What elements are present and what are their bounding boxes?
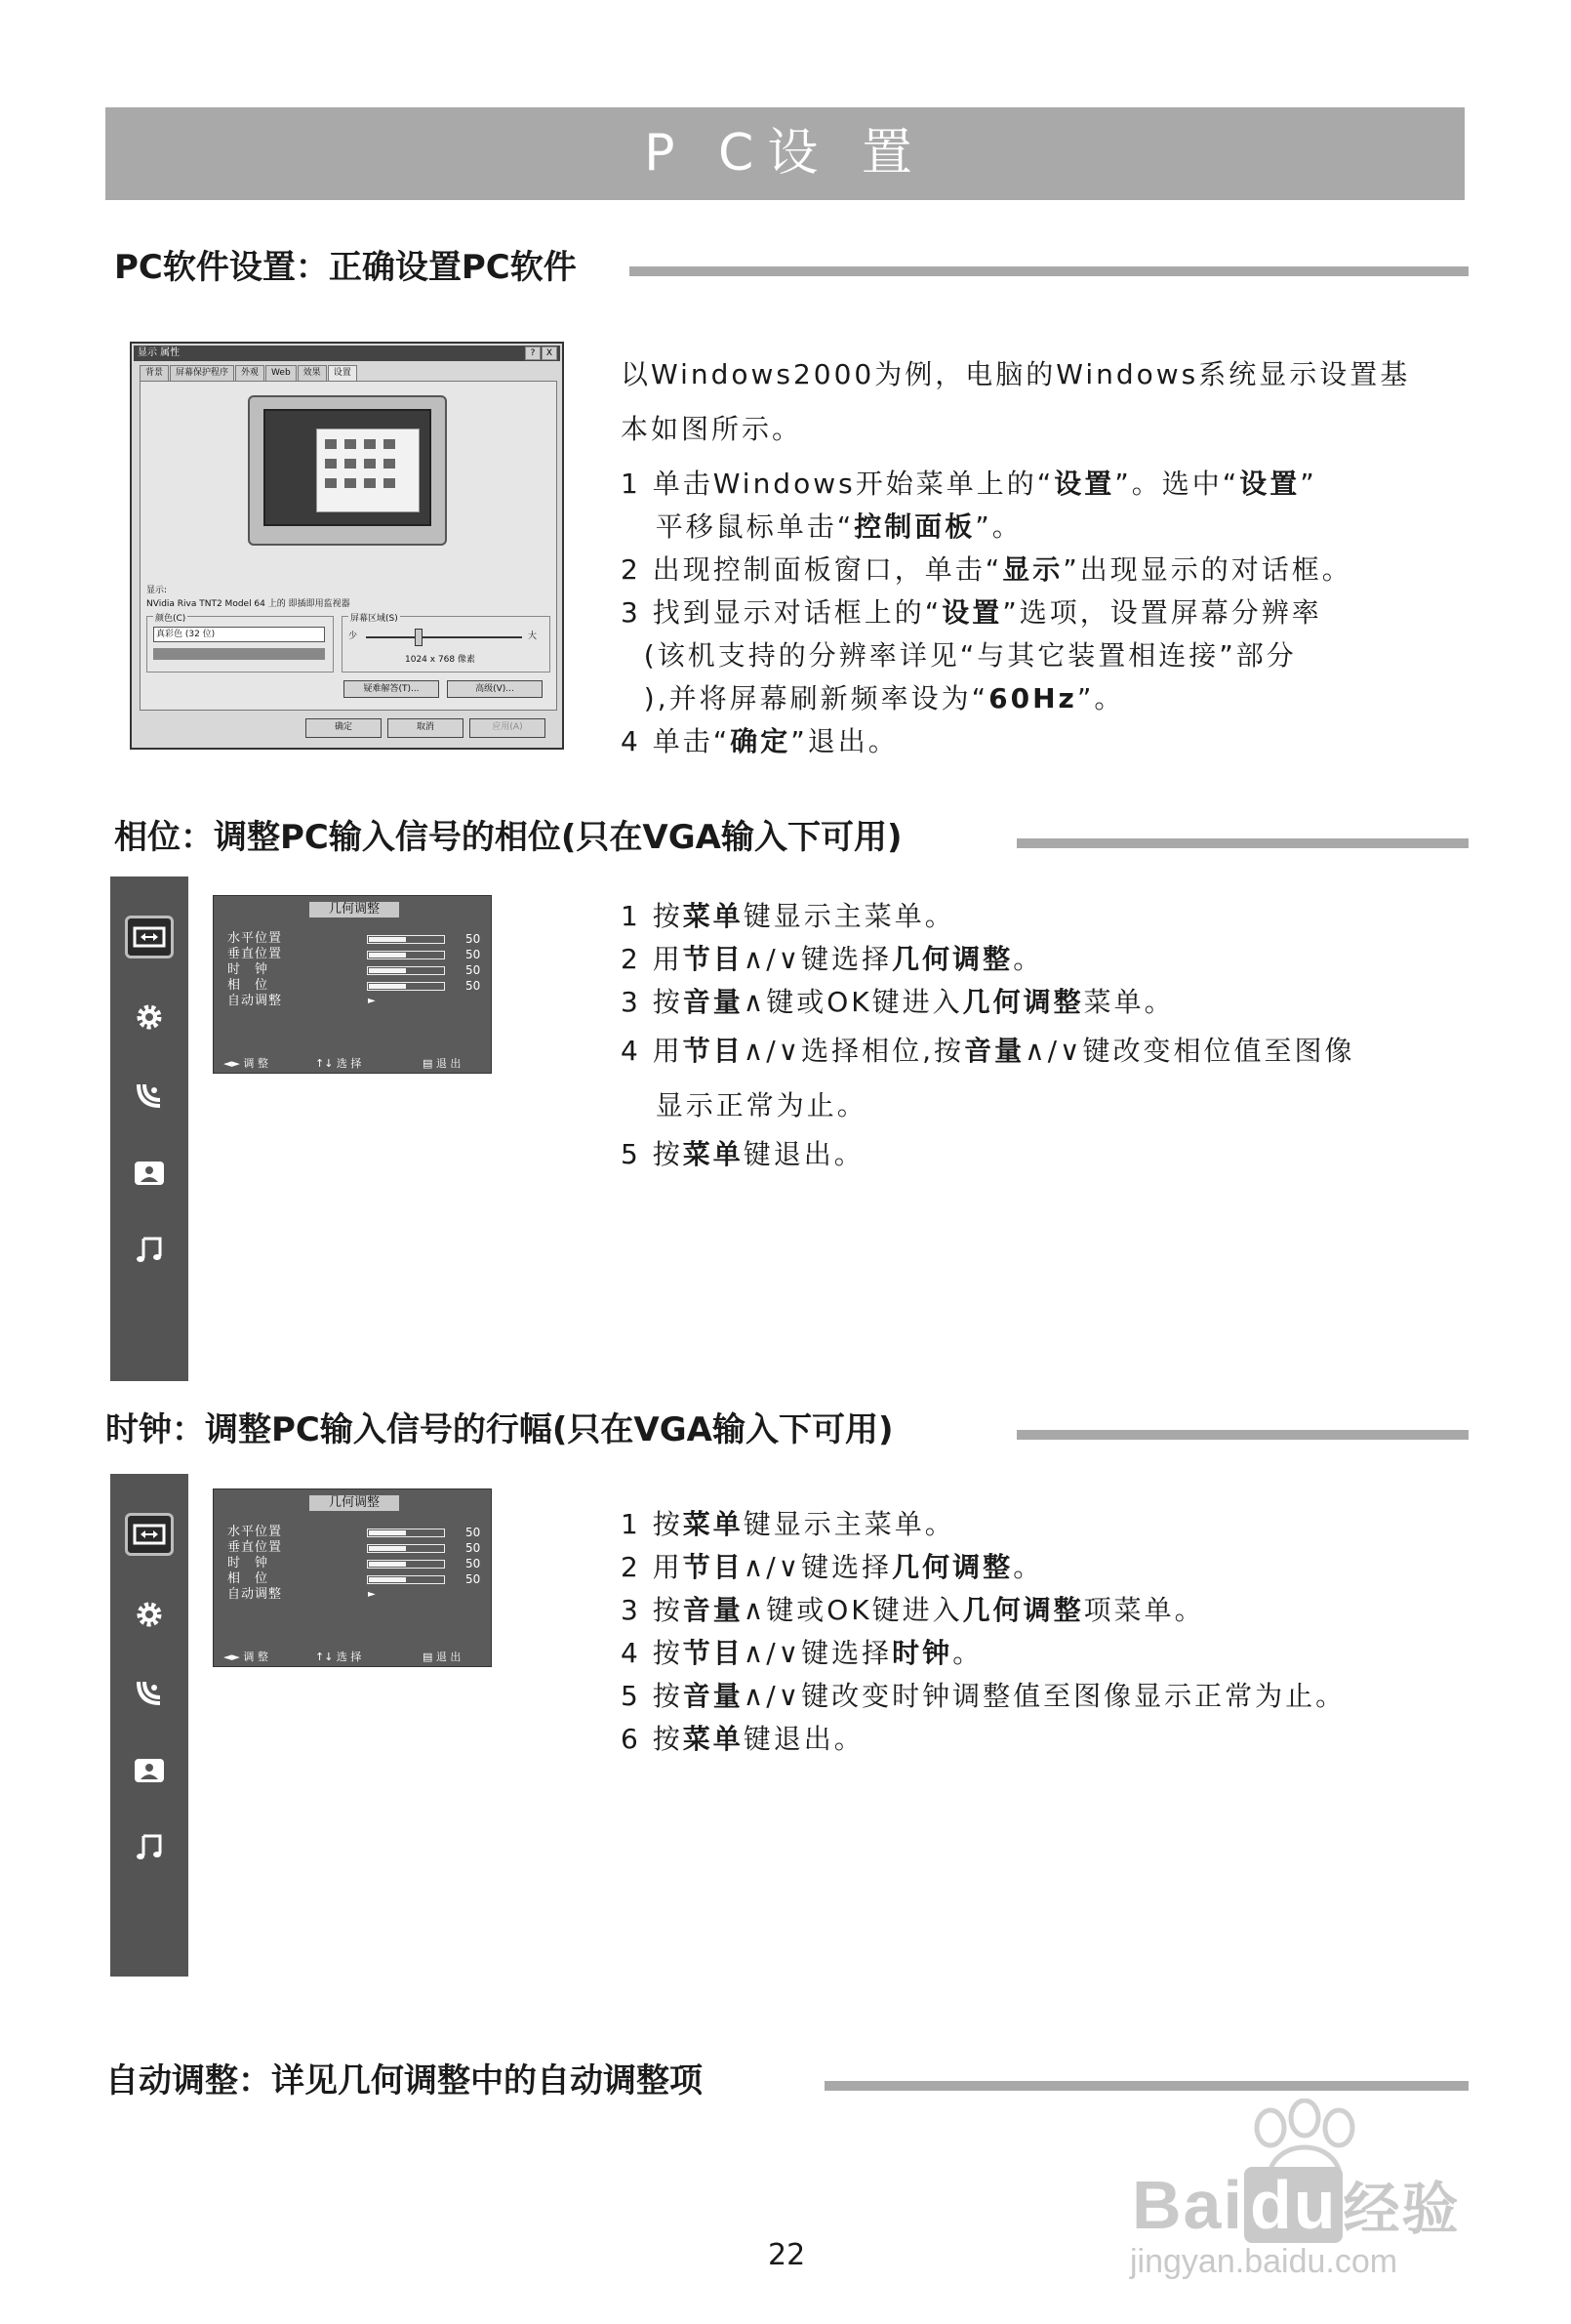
osd-footer-adjust: ◄► 调 整 xyxy=(223,1057,268,1070)
signal-icon[interactable] xyxy=(125,1671,174,1714)
section-heading-auto-adjust: 自动调整：详见几何调整中的自动调整项 xyxy=(105,2061,703,2100)
screen-area-label: 屏幕区域(S) xyxy=(348,611,400,624)
osd-item-value: 50 xyxy=(465,1557,481,1570)
osd-item-label[interactable]: 相 位 xyxy=(227,978,269,993)
intro-line: 以Windows2000为例，电脑的Windows系统显示设置基 xyxy=(621,358,1411,390)
osd-item-label[interactable]: 水平位置 xyxy=(227,1525,283,1539)
step-line: 2 出现控制面板窗口，单击“显示”出现显示的对话框。 xyxy=(621,553,1352,586)
geometry-osd-menu xyxy=(213,895,492,1074)
osd-level-fill xyxy=(369,1562,406,1567)
osd-footer-select: ↑↓ 选 择 xyxy=(315,1057,362,1070)
step-line: ),并将屏幕刷新频率设为“60Hz”。 xyxy=(621,682,1125,714)
osd-level-fill xyxy=(369,1577,406,1582)
tab-web[interactable]: Web xyxy=(265,365,297,381)
more-label: 大 xyxy=(528,632,538,641)
dialog-title: 显示 属性 xyxy=(134,346,560,361)
display-value: NVidia Riva TNT2 Model 64 上的 即插即用监视器 xyxy=(146,599,350,609)
step-line: 6 按菜单键退出。 xyxy=(621,1723,865,1755)
osd-item-label[interactable]: 垂直位置 xyxy=(227,947,283,961)
osd-level-fill xyxy=(369,968,406,973)
display-label: 显示: xyxy=(146,586,168,595)
step-line: 4 单击“确定”退出。 xyxy=(621,725,899,757)
osd-level-bar[interactable] xyxy=(367,1575,445,1584)
osd-footer-adjust: ◄► 调 整 xyxy=(223,1651,268,1663)
resolution-value: 1024 x 768 像素 xyxy=(405,655,475,665)
osd-item-label[interactable]: 水平位置 xyxy=(227,931,283,946)
section-heading-phase: 相位：调整PC输入信号的相位(只在VGA输入下可用) xyxy=(114,818,903,857)
step-line: 3 找到显示对话框上的“设置”选项，设置屏幕分辨率 xyxy=(621,596,1322,629)
apply-button[interactable]: 应用(A) xyxy=(469,718,545,738)
osd-level-fill xyxy=(369,1546,406,1551)
step-line: 1 按菜单键显示主菜单。 xyxy=(621,1508,955,1540)
resolution-slider-track xyxy=(366,636,522,638)
section-rule xyxy=(825,2081,1469,2091)
osd-item-label[interactable]: 垂直位置 xyxy=(227,1540,283,1555)
menu-icon-strip xyxy=(110,877,188,1381)
osd-level-fill xyxy=(369,953,406,958)
osd-level-fill xyxy=(369,1530,406,1535)
settings-gear-icon[interactable] xyxy=(125,1593,174,1636)
osd-item-label[interactable]: 时 钟 xyxy=(227,1556,269,1570)
ok-button[interactable]: 确定 xyxy=(305,718,382,738)
step-line: (该机支持的分辨率详见“与其它装置相连接”部分 xyxy=(621,639,1297,672)
monitor-screen xyxy=(263,409,431,526)
osd-level-bar[interactable] xyxy=(367,982,445,991)
osd-level-bar[interactable] xyxy=(367,966,445,975)
color-palette-bar xyxy=(153,648,325,660)
osd-level-bar[interactable] xyxy=(367,951,445,959)
display-properties-dialog xyxy=(130,342,564,750)
osd-level-bar[interactable] xyxy=(367,1529,445,1537)
section-rule xyxy=(629,266,1469,276)
osd-item-label[interactable]: 自动调整 xyxy=(227,1587,283,1602)
watermark-brand: Baidu 经验 xyxy=(1132,2167,1461,2243)
tab-appearance[interactable]: 外观 xyxy=(235,365,264,381)
title-banner xyxy=(105,107,1465,200)
osd-item-value: 50 xyxy=(465,1572,481,1586)
step-line: 3 按音量∧键或OK键进入几何调整菜单。 xyxy=(621,986,1175,1018)
osd-submenu-arrow-icon: ► xyxy=(368,996,376,1006)
osd-item-value: 50 xyxy=(465,979,481,993)
osd-item-value: 50 xyxy=(465,963,481,977)
tab-settings[interactable]: 设置 xyxy=(328,365,357,381)
music-note-icon[interactable] xyxy=(125,1228,174,1271)
osd-title: 几何调整 xyxy=(309,1495,399,1511)
osd-submenu-arrow-icon: ► xyxy=(368,1589,376,1600)
osd-item-label[interactable]: 时 钟 xyxy=(227,962,269,977)
troubleshoot-button[interactable]: 疑难解答(T)... xyxy=(343,680,439,698)
tab-screensaver[interactable]: 屏幕保护程序 xyxy=(170,365,234,381)
osd-title: 几何调整 xyxy=(309,902,399,917)
osd-footer-exit: ▤ 退 出 xyxy=(423,1057,462,1070)
osd-footer-select: ↑↓ 选 择 xyxy=(315,1651,362,1663)
step-line: 5 按菜单键退出。 xyxy=(621,1138,865,1170)
step-line: 4 按节目∧/∨键选择时钟。 xyxy=(621,1637,984,1669)
help-button[interactable]: ? xyxy=(525,347,541,360)
section-heading-clock: 时钟：调整PC输入信号的行幅(只在VGA输入下可用) xyxy=(105,1410,894,1449)
resolution-slider-thumb[interactable] xyxy=(415,629,423,646)
osd-level-bar[interactable] xyxy=(367,1544,445,1553)
step-line: 3 按音量∧键或OK键进入几何调整项菜单。 xyxy=(621,1594,1205,1626)
colors-label: 颜色(C) xyxy=(153,611,187,624)
osd-item-value: 50 xyxy=(465,1541,481,1555)
osd-level-bar[interactable] xyxy=(367,935,445,944)
osd-level-fill xyxy=(369,984,406,989)
geometry-icon[interactable] xyxy=(125,1513,174,1556)
watermark-url: jingyan.baidu.com xyxy=(1130,2243,1398,2280)
tab-effects[interactable]: 效果 xyxy=(298,365,327,381)
page-number: 22 xyxy=(768,2238,806,2272)
geometry-osd-menu xyxy=(213,1488,492,1667)
page-title: P C设 置 xyxy=(644,124,926,183)
step-line: 2 用节目∧/∨键选择几何调整。 xyxy=(621,943,1044,975)
osd-item-value: 50 xyxy=(465,948,481,961)
signal-icon[interactable] xyxy=(125,1074,174,1117)
settings-gear-icon[interactable] xyxy=(125,996,174,1039)
osd-item-label[interactable]: 相 位 xyxy=(227,1571,269,1586)
intro-line: 本如图所示。 xyxy=(621,413,803,445)
picture-icon[interactable] xyxy=(125,1152,174,1195)
osd-item-value: 50 xyxy=(465,932,481,946)
step-line: 平移鼠标单击“控制面板”。 xyxy=(621,510,1023,543)
osd-level-bar[interactable] xyxy=(367,1560,445,1569)
geometry-icon[interactable] xyxy=(125,916,174,958)
step-line: 1 按菜单键显示主菜单。 xyxy=(621,900,955,932)
picture-icon[interactable] xyxy=(125,1749,174,1792)
less-label: 少 xyxy=(348,632,358,641)
advanced-button[interactable]: 高级(V)... xyxy=(447,680,543,698)
monitor-preview-icon xyxy=(248,395,447,546)
section2-instructions xyxy=(621,895,1355,1176)
step-line: 2 用节目∧/∨键选择几何调整。 xyxy=(621,1551,1044,1583)
colors-select[interactable]: 真彩色 (32 位) xyxy=(153,627,325,642)
cancel-button[interactable]: 取消 xyxy=(387,718,463,738)
section3-instructions xyxy=(621,1503,1346,1761)
desktop-preview xyxy=(316,428,420,512)
osd-level-fill xyxy=(369,937,406,942)
dialog-tabs xyxy=(140,365,555,381)
menu-icon-strip xyxy=(110,1474,188,1977)
section-rule xyxy=(1017,838,1469,848)
music-note-icon[interactable] xyxy=(125,1825,174,1868)
close-button[interactable]: X xyxy=(542,347,557,360)
section-rule xyxy=(1017,1430,1469,1440)
osd-item-label[interactable]: 自动调整 xyxy=(227,994,283,1008)
dialog-panel xyxy=(140,381,557,711)
section1-instructions xyxy=(621,353,1410,763)
colors-group xyxy=(146,616,334,673)
step-line: 显示正常为止。 xyxy=(621,1089,867,1121)
osd-item-value: 50 xyxy=(465,1526,481,1539)
step-line: 4 用节目∧/∨选择相位,按音量∧/∨键改变相位值至图像 xyxy=(621,1035,1355,1067)
section-heading-pc-software: PC软件设置：正确设置PC软件 xyxy=(114,248,577,287)
tab-background[interactable]: 背景 xyxy=(140,365,169,381)
osd-footer-exit: ▤ 退 出 xyxy=(423,1651,462,1663)
step-line: 1 单击Windows开始菜单上的“设置”。选中“设置” xyxy=(621,468,1317,500)
screen-area-group xyxy=(342,616,550,673)
step-line: 5 按音量∧/∨键改变时钟调整值至图像显示正常为止。 xyxy=(621,1680,1347,1712)
